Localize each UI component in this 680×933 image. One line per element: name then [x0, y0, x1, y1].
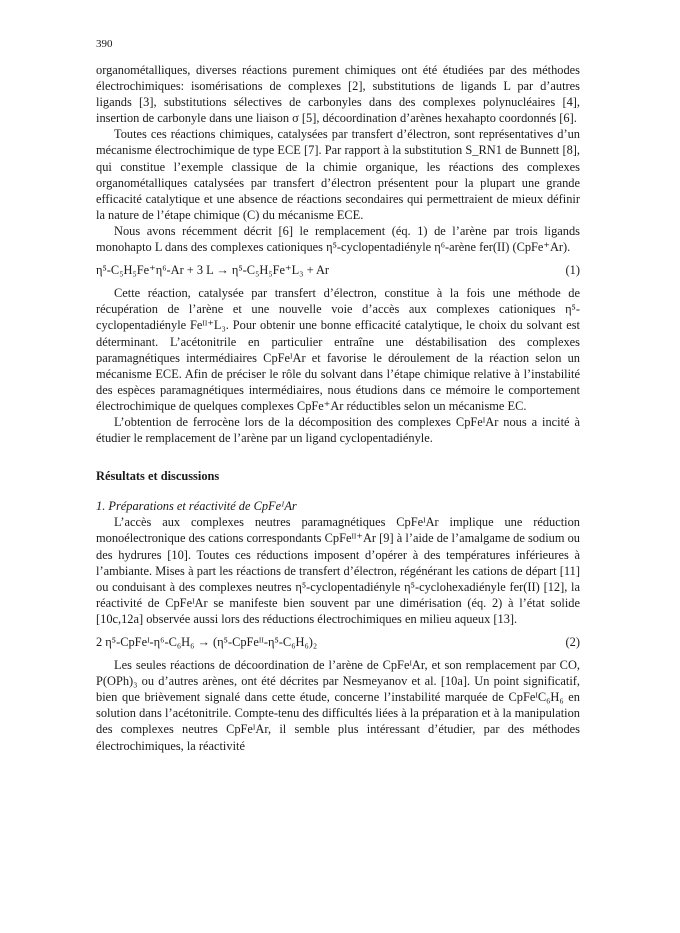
equation-2-formula: 2 η⁵-CpFeᴵ-η⁶-C₆H₆ → (η⁵-CpFeᴵᴵ-η⁵-C₆H₆)₂ [96, 635, 318, 649]
paragraph-ferrocene: L’obtention de ferrocène lors de la décomposition des complexes CpFeᴵAr nous a incité à étudier le remplacement de l’arène par un ligand cyclopentadiényle. [96, 414, 580, 446]
paragraph-intro-continuation: organométalliques, diverses réactions purement chimiques ont été étudiées par des méthodes électrochimiques: isomérisations de complexes [2], substitutions de ligands L par d’autres ligands [3], substitutions sélectives de carbonyles dans des complexes polynucléaires [4], insertion de carbonyle dans une liaison σ [5], décoordination d’arènes hexahapto coordonnés [6]. [96, 63, 580, 126]
equation-2-number: (2) [565, 635, 580, 649]
equation-1-formula: η⁵-C₅H₅Fe⁺η⁶-Ar + 3 L → η⁵-C₅H₅Fe⁺L₃ + Ar [96, 263, 330, 278]
article-body [96, 62, 580, 754]
page-number: 390 [96, 38, 113, 50]
paragraph-ece-mechanism: Toutes ces réactions chimiques, catalysées par transfert d’électron, sont représentatives d’un mécanisme électrochimique de type ECE [7]. Par rapport à la substitution S_RN1 de Bunnett [8], qui constitue l’exemple classique de la chimie organique, les réactions des complexes organométalliques catalysées par transfert d’électron présentent pour la plupart une grande efficacité catalytique et une absence de réactions secondaires qui permettraient de mieux définir la nature de l’étape chimique (C) du mécanisme ECE. [96, 127, 580, 222]
equation-1-number: (1) [565, 263, 580, 278]
subsection-title: 1. Préparations et réactivité de CpFeᴵAr [96, 499, 297, 514]
paragraph-arene-replacement: Nous avons récemment décrit [6] le remplacement (éq. 1) de l’arène par trois ligands monohapto L dans des complexes cationiques η⁵-cyclopentadiényle η⁶-arène fer(II) (CpFe⁺Ar). [96, 223, 580, 255]
equation-2 [96, 634, 580, 650]
paragraph-decoordination: Les seules réactions de décoordination de l’arène de CpFeᴵAr, et son remplacement par CO, P(OPh)₃ ou d’autres arènes, ont été décrites par Nesmeyanov et al. [10a]. Un point significatif, bien que brièvement signalé dans cette étude, concerne l’instabilité marquée de CpFeᴵC₆H₆ en solution dans l’acétonitrile. Compte-tenu des difficultés liées à la préparation et à la manipulation des complexes neutres CpFeᴵAr, il semble plus intéressant d’étudier, par des méthodes électrochimiques, la réactivité [96, 658, 580, 753]
paragraph-catalysis: Cette réaction, catalysée par transfert d’électron, constitue à la fois une méthode de récupération de l’arène et une nouvelle voie d’accès aux complexes cationiques η⁵-cyclopentadiényle Feᴵᴵ⁺L₃. Pour obtenir une bonne efficacité catalytique, le choix du solvant est déterminant. L’acétonitrile en particulier entraîne une déstabilisation des complexes paramagnétiques intermédiaires CpFeᴵAr et favorise le déroulement de la réaction selon un mécanisme ECE. Afin de préciser le rôle du solvant dans l’étape chimique relative à l’instabilité des espèces paramagnétiques intermédiaires, nous étudions dans ce mémoire le comportement électrochimique de quelques complexes CpFe⁺Ar réductibles selon un mécanisme EC. [96, 286, 580, 413]
section-title: Résultats et discussions [96, 469, 220, 484]
equation-1 [96, 262, 580, 278]
paragraph-neutral-complexes: L’accès aux complexes neutres paramagnétiques CpFeᴵAr implique une réduction monoélectronique des cations correspondants CpFeᴵᴵ⁺Ar [9] à l’aide de l’amalgame de sodium ou des hydrures [10]. Toutes ces réductions imposent d’opérer à des températures inférieures à l’ambiante. Mises à part les réactions de transfert d’électron, régénérant les cations de départ [11] ou conduisant à des complexes neutres η⁵-cyclopentadiényle η⁵-cyclohexadiényle fer(II) [12], la réactivité de CpFeᴵAr se manifeste bien souvent par une dimérisation (éq. 2) à l’état solide [10c,12a] observée aussi lors des réductions électrochimiques en milieu aqueux [13]. [96, 515, 580, 626]
